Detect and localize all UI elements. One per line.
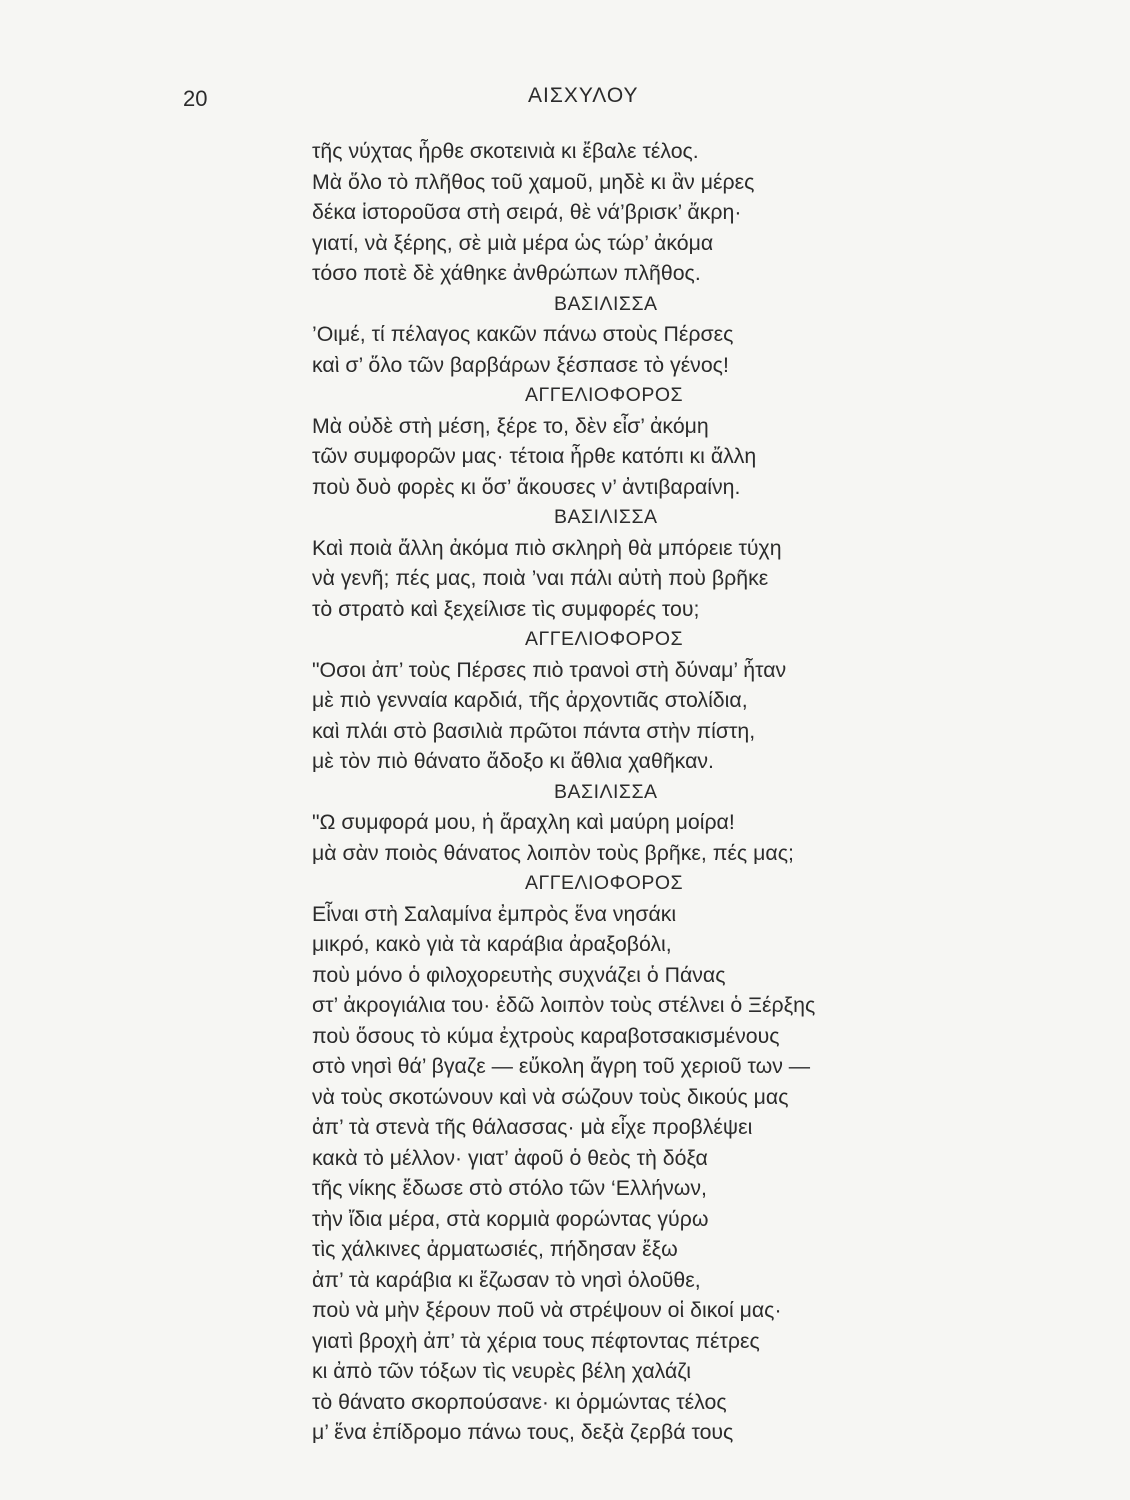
verse-line: ἀπ’ τὰ στενὰ τῆς θάλασσας· μὰ εἶχε προβλέψει xyxy=(312,1115,753,1139)
verse-line: "Ω συμφορά μου, ἡ ἄραχλη καὶ μαύρη μοίρα! xyxy=(312,810,735,834)
speaker-label: ΑΓΓΕΛΙΟΦΟΡΟΣ xyxy=(525,872,684,894)
verse-line: στ’ ἀκρογιάλια του· ἐδῶ λοιπὸν τοὺς στέλνει ὁ Ξέρξης xyxy=(312,993,816,1017)
speaker-label: ΒΑΣΙΛΙΣΣΑ xyxy=(554,292,658,315)
verse-line: τῆς νύχτας ἦρθε σκοτεινιὰ κι ἔβαλε τέλος. xyxy=(312,139,699,163)
verse-line: καὶ πλάι στὸ βασιλιὰ πρῶτοι πάντα στὴν πίστη, xyxy=(312,718,756,743)
verse-line: νὰ γενῆ; πές μας, ποιὰ ’ναι πάλι αὐτὴ ποὺ βρῆκε xyxy=(312,566,769,590)
running-head: ΑΙΣΧΥΛΟΥ xyxy=(528,84,639,107)
verse-line: καὶ σ’ ὅλο τῶν βαρβάρων ξέσπασε τὸ γένος! xyxy=(312,352,729,377)
verse-line: ποὺ μόνο ὁ φιλοχορευτὴς συχνάζει ὁ Πάνας xyxy=(312,962,726,987)
verse-line: Μὰ οὐδὲ στὴ μέση, ξέρε το, δὲν εἶσ’ ἀκόμη xyxy=(312,413,709,438)
verse-line: τὸ στρατὸ καὶ ξεχείλισε τὶς συμφορές του; xyxy=(312,596,700,621)
verse-line: ’Οιμέ, τί πέλαγος κακῶν πάνω στοὺς Πέρσες xyxy=(312,322,734,346)
verse-line: τόσο ποτὲ δὲ χάθηκε ἀνθρώπων πλῆθος. xyxy=(312,261,701,285)
verse-line: τὶς χάλκινες ἀρματωσιές, πήδησαν ἔξω xyxy=(312,1237,678,1261)
verse-line: τῆς νίκης ἔδωσε στὸ στόλο τῶν ‘Ελλήνων, xyxy=(312,1176,707,1200)
verse-line: γιατί, νὰ ξέρης, σὲ μιὰ μέρα ὡς τώρ’ ἀκόμα xyxy=(312,230,714,255)
verse-line: κι ἀπὸ τῶν τόξων τὶς νευρὲς βέλη χαλάζι xyxy=(312,1359,692,1383)
verse-line: μικρό, κακὸ γιὰ τὰ καράβια ἀραξοβόλι, xyxy=(312,932,672,956)
verse-line: τὴν ἴδια μέρα, στὰ κορμιὰ φορώντας γύρω xyxy=(312,1206,709,1231)
speaker-label: ΒΑΣΙΛΙΣΣΑ xyxy=(554,780,658,803)
verse-line: "Οσοι ἀπ’ τοὺς Πέρσες πιὸ τρανοὶ στὴ δύναμ’ ἦταν xyxy=(312,657,787,682)
verse-line: ποὺ νὰ μὴν ξέρουν ποῦ νὰ στρέψουν οἱ δικοί μας· xyxy=(312,1298,782,1322)
verse-line: ποὺ δυὸ φορὲς κι ὅσ’ ἄκουσες ν’ ἀντιβαραίνη. xyxy=(312,474,741,499)
speaker-label: ΑΓΓΕΛΙΟΦΟΡΟΣ xyxy=(525,628,684,650)
verse-line: μὲ πιὸ γενναία καρδιά, τῆς ἀρχοντιᾶς στολίδια, xyxy=(312,688,748,712)
speaker-label: ΒΑΣΙΛΙΣΣΑ xyxy=(554,506,658,528)
verse-line: μ’ ἕνα ἐπίδρομο πάνω τους, δεξὰ ζερβά τους xyxy=(312,1420,734,1444)
speaker-label: ΑΓΓΕΛΙΟΦΟΡΟΣ xyxy=(525,384,684,406)
verse-line: Καὶ ποιὰ ἄλλη ἀκόμα πιὸ σκληρὴ θὰ μπόρειε τύχη xyxy=(312,535,782,560)
verse-line: στὸ νησὶ θά’ βγαζε — εὔκολη ἄγρη τοῦ χεριοῦ των — xyxy=(312,1054,811,1078)
verse-line: Εἶναι στὴ Σαλαμίνα ἐμπρὸς ἕνα νησάκι xyxy=(312,901,677,926)
verse-line: γιατὶ βροχὴ ἀπ’ τὰ χέρια τους πέφτοντας πέτρες xyxy=(312,1328,760,1353)
verse-line: τὸ θάνατο σκορπούσανε· κι ὁρμώντας τέλος xyxy=(312,1389,727,1414)
verse-line: νὰ τοὺς σκοτώνουν καὶ νὰ σώζουν τοὺς δικούς μας xyxy=(312,1084,789,1109)
verse-line: ποὺ ὅσους τὸ κύμα ἐχτροὺς καραβοτσακισμένους xyxy=(312,1023,780,1048)
verse-line: δέκα ἱστοροῦσα στὴ σειρά, θὲ νά’βρισκ’ ἄκρη· xyxy=(312,200,742,224)
poem-text xyxy=(312,136,1012,1448)
verse-line: κακὰ τὸ μέλλον· γιατ’ ἀφοῦ ὁ θεὸς τὴ δόξα xyxy=(312,1145,708,1170)
verse-line: τῶν συμφορῶν μας· τέτοια ἦρθε κατόπι κι ἄλλη xyxy=(312,444,757,468)
verse-line: μὰ σὰν ποιὸς θάνατος λοιπὸν τοὺς βρῆκε, πές μας; xyxy=(312,840,794,865)
verse-line: μὲ τὸν πιὸ θάνατο ἄδοξο κι ἄθλια χαθῆκαν. xyxy=(312,749,714,773)
verse-line: Μὰ ὅλο τὸ πλῆθος τοῦ χαμοῦ, μηδὲ κι ἂν μέρες xyxy=(312,169,755,194)
page-number: 20 xyxy=(183,86,208,111)
verse-line: ἀπ’ τὰ καράβια κι ἔζωσαν τὸ νησὶ ὁλοῦθε, xyxy=(312,1267,701,1292)
